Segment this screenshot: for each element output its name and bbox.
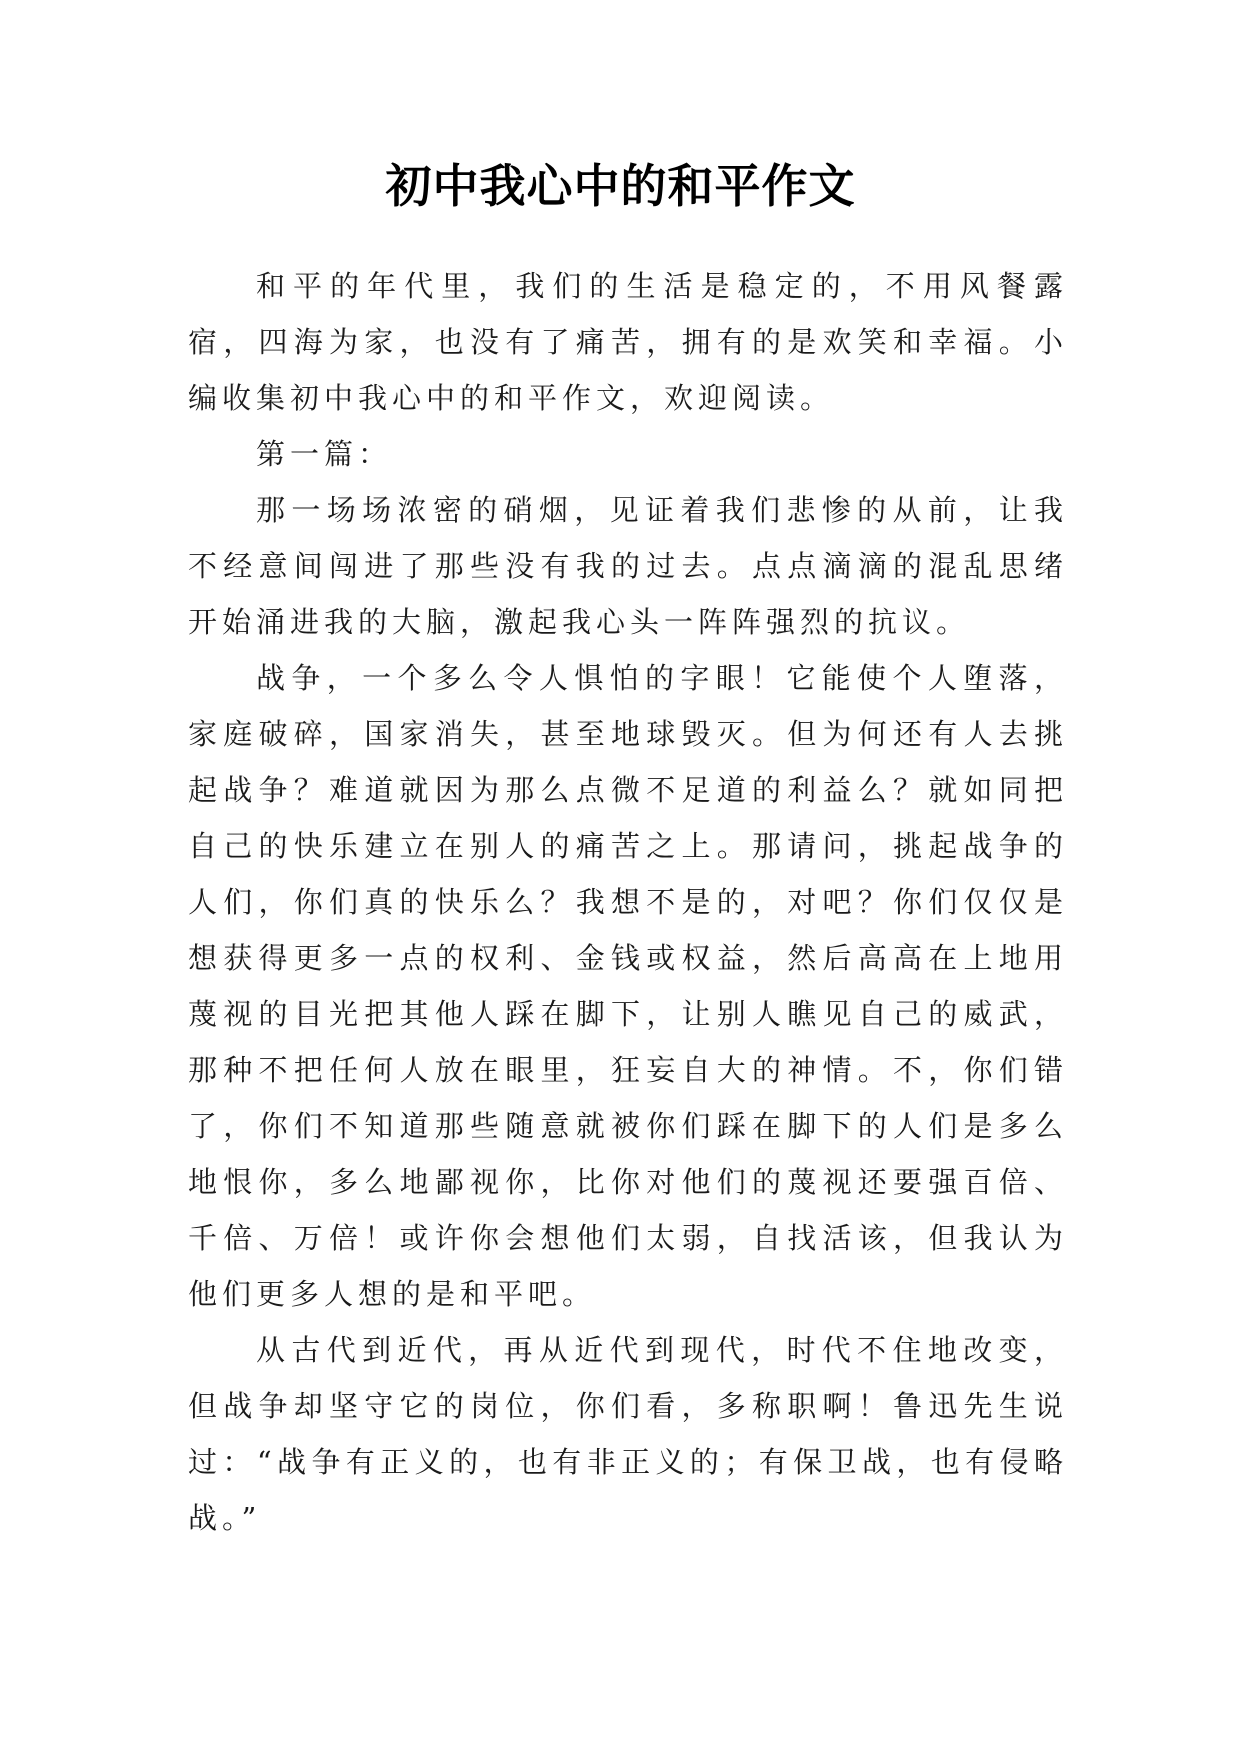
document-body [188, 258, 1068, 1546]
paragraph-intro: 和平的年代里，我们的生活是稳定的，不用风餐露宿，四海为家，也没有了痛苦，拥有的是欢笑和幸福。小编收集初中我心中的和平作文，欢迎阅读。 [188, 269, 1068, 415]
paragraph-war: 战争，一个多么令人惧怕的字眼！它能使个人堕落，家庭破碎，国家消失，甚至地球毁灭。但为何还有人去挑起战争？难道就因为那么点微不足道的利益么？就如同把自己的快乐建立在别人的痛苦之上。那请问，挑起战争的人们，你们真的快乐么？我想不是的，对吧？你们仅仅是想获得更多一点的权利、金钱或权益，然后高高在上地用蔑视的目光把其他人踩在脚下，让别人瞧见自己的威武，那种不把任何人放在眼里，狂妄自大的神情。不，你们错了，你们不知道那些随意就被你们踩在脚下的人们是多么地恨你，多么地鄙视你，比你对他们的蔑视还要强百倍、千倍、万倍！或许你会想他们太弱，自找活该，但我认为他们更多人想的是和平吧。 [188, 661, 1068, 1311]
paragraph-history: 从古代到近代，再从近代到现代，时代不住地改变，但战争却坚守它的岗位，你们看，多称职啊！鲁迅先生说过：“战争有正义的，也有非正义的；有保卫战，也有侵略战。” [188, 1333, 1068, 1535]
document-title: 初中我心中的和平作文 [385, 159, 856, 213]
paragraph-smoke: 那一场场浓密的硝烟，见证着我们悲惨的从前，让我不经意间闯进了那些没有我的过去。点点滴滴的混乱思绪开始涌进我的大脑，激起我心头一阵阵强烈的抗议。 [188, 493, 1068, 639]
paragraph-section-heading: 第一篇： [256, 437, 393, 471]
